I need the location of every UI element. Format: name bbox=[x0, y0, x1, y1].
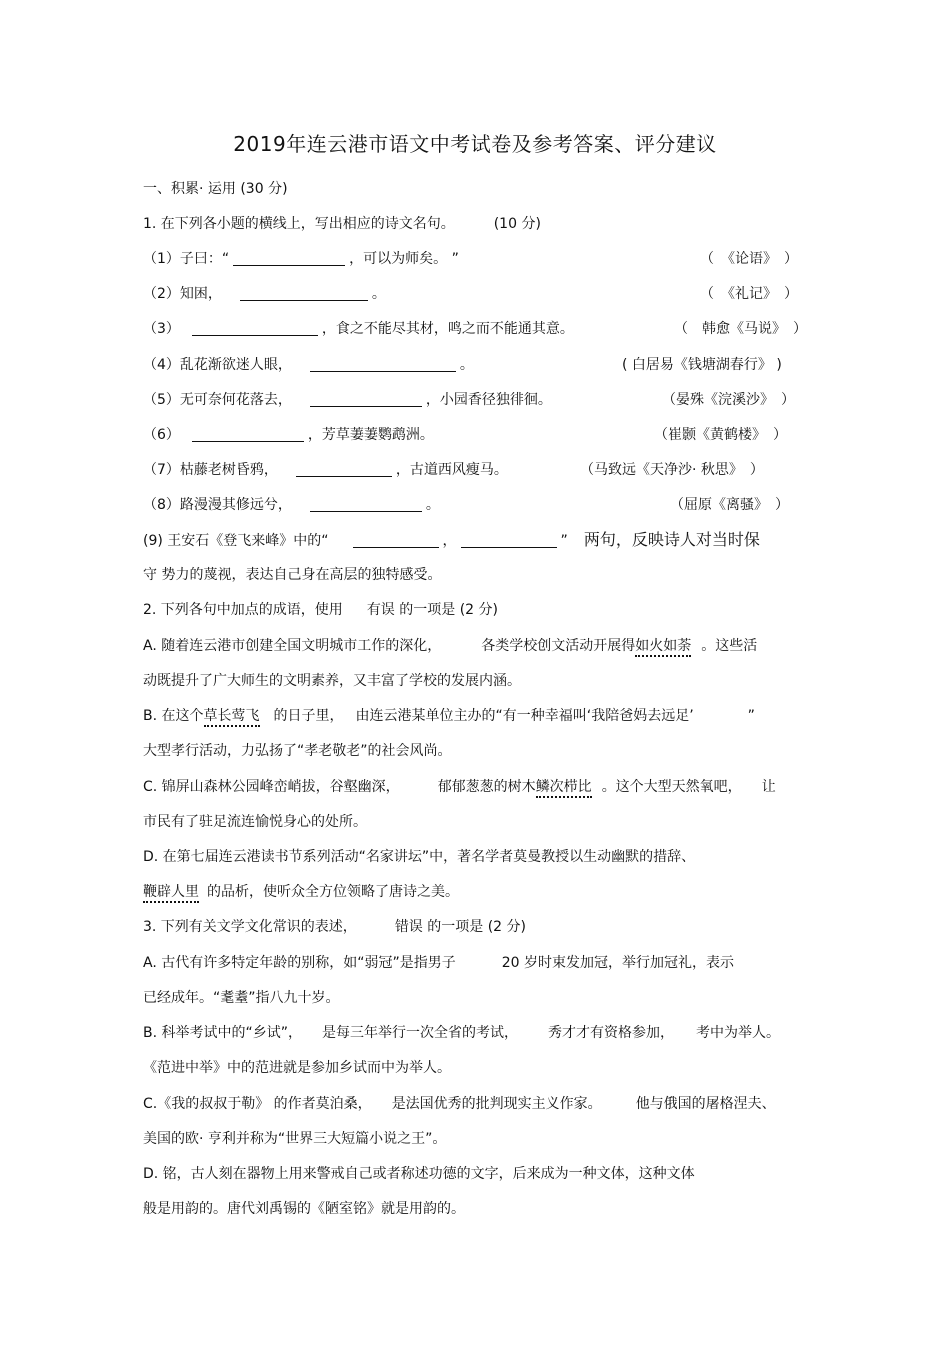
q3-c-part3: 他与俄国的屠格涅夫、 bbox=[635, 1096, 776, 1112]
q2-d-line2 bbox=[143, 882, 459, 902]
q1-item-7-pre: （7）枯藤老树昏鸦， bbox=[143, 462, 278, 478]
q1-item-2-post: 。 bbox=[371, 286, 386, 302]
q2-a-part1: A. 随着连云港市创建全国文明城市工作的深化， bbox=[143, 638, 442, 654]
q1-item-1 bbox=[143, 249, 459, 269]
q1-item-8-source: （屈原《离骚》 ） bbox=[670, 497, 789, 513]
answer-blank[interactable] bbox=[461, 532, 557, 548]
q2-c-part4: 让 bbox=[761, 779, 776, 795]
q2-a-part2: 各类学校创文活动开展得 bbox=[481, 638, 636, 654]
q3-stem-b: 错误 的一项是 (2 分) bbox=[394, 919, 526, 935]
answer-blank[interactable] bbox=[240, 285, 368, 301]
q1-item-5-post: ，小园香径独徘徊。 bbox=[425, 392, 552, 408]
q1-item-2-source: （ 《礼记》 ） bbox=[700, 286, 798, 302]
q3-d-line2: 般是用韵的。唐代刘禹锡的《陋室铭》就是用韵的。 bbox=[143, 1201, 465, 1217]
q2-a-line2: 动既提升了广大师生的文明素养，又丰富了学校的发展内涵。 bbox=[143, 673, 521, 689]
q3-b-part1: B. 科举考试中的“乡试”， bbox=[143, 1025, 303, 1041]
q2-d-idiom: 鞭辟人里 bbox=[143, 884, 199, 903]
answer-blank[interactable] bbox=[192, 426, 304, 442]
q3-c-part1: C.《我的叔叔于勒》 的作者莫泊桑， bbox=[143, 1096, 372, 1112]
q2-b-part2: 的日子里， bbox=[273, 708, 344, 724]
q1-item-9-post: ” bbox=[560, 533, 568, 549]
q1-item-1-pre: （1）子曰：“ bbox=[143, 251, 230, 267]
answer-blank[interactable] bbox=[310, 391, 422, 407]
answer-blank[interactable] bbox=[310, 356, 456, 372]
q1-item-6-source: （崔颢《黄鹤楼》 ） bbox=[654, 427, 787, 443]
q1-item-9-mid: ， bbox=[442, 533, 457, 549]
q2-stem bbox=[143, 600, 498, 620]
q3-stem-a: 3. 下列有关文学文化常识的表述， bbox=[143, 919, 357, 935]
q2-stem-b: 有误 的一项是 (2 分) bbox=[366, 602, 498, 618]
q2-c-part2: 郁郁葱葱的树木 bbox=[437, 779, 536, 795]
q3-b-part2: 是每三年举行一次全省的考试， bbox=[322, 1025, 519, 1041]
q2-b-part1: B. 在这个 bbox=[143, 708, 204, 724]
q1-item-3-source: （ 韩愈《马说》 ） bbox=[674, 321, 807, 337]
q1-item-5 bbox=[143, 390, 552, 410]
q1-item-9 bbox=[143, 530, 760, 551]
q2-option-a bbox=[143, 636, 757, 656]
q1-item-4 bbox=[143, 355, 474, 375]
q2-b-line2: 大型孝行活动，力弘扬了“孝老敬老”的社会风尚。 bbox=[143, 743, 452, 759]
q1-item-4-pre: （4）乱花渐欲迷人眼， bbox=[143, 357, 292, 373]
q2-a-part3: 。这些活 bbox=[701, 638, 758, 654]
q3-option-a bbox=[143, 953, 734, 973]
q3-c-part2: 是法国优秀的批判现实主义作家。 bbox=[391, 1096, 602, 1112]
section-heading: 一、积累· 运用 (30 分) bbox=[143, 181, 288, 197]
q1-item-6 bbox=[143, 425, 434, 445]
q1-item-8-pre: （8）路漫漫其修远兮， bbox=[143, 497, 292, 513]
q1-item-2 bbox=[143, 284, 386, 304]
q1-stem-text: 1. 在下列各小题的横线上，写出相应的诗文名句。 bbox=[143, 216, 455, 232]
q2-c-idiom: 鳞次栉比 bbox=[536, 779, 592, 798]
q1-item-7-post: ，古道西风瘦马。 bbox=[395, 462, 508, 478]
q2-c-part1: C. 锦屏山森林公园峰峦峭拔，谷壑幽深， bbox=[143, 779, 400, 795]
q3-a-line2: 已经成年。“耄耋”指八九十岁。 bbox=[143, 990, 340, 1006]
q3-b-line2: 《范进中举》中的范进就是参加乡试而中为举人。 bbox=[143, 1060, 451, 1076]
q2-option-b bbox=[143, 706, 755, 726]
q1-item-2-pre: （2）知困， bbox=[143, 286, 222, 302]
q2-b-idiom: 草长莺飞 bbox=[204, 708, 260, 727]
q2-option-d: D. 在第七届连云港读书节系列活动“名家讲坛”中，著名学者莫曼教授以生动幽默的措辞、 bbox=[143, 849, 696, 865]
q3-stem bbox=[143, 917, 526, 937]
answer-blank[interactable] bbox=[353, 532, 439, 548]
answer-blank[interactable] bbox=[233, 250, 345, 266]
q3-c-line2: 美国的欧· 亨利并称为“世界三大短篇小说之王”。 bbox=[143, 1131, 447, 1147]
q1-item-3-pre: （3） bbox=[143, 321, 180, 337]
answer-blank[interactable] bbox=[310, 496, 422, 512]
q1-item-5-pre: （5）无可奈何花落去， bbox=[143, 392, 292, 408]
q2-c-line2: 市民有了驻足流连愉悦身心的处所。 bbox=[143, 814, 367, 830]
q3-b-part3: 秀才才有资格参加， bbox=[548, 1025, 675, 1041]
q2-option-c bbox=[143, 777, 776, 797]
q1-item-1-source: （ 《论语》 ） bbox=[700, 251, 798, 267]
q1-item-7 bbox=[143, 460, 508, 480]
q1-item-4-post: 。 bbox=[459, 357, 474, 373]
q1-item-8-post: 。 bbox=[425, 497, 440, 513]
q1-item-7-source: （马致远《天净沙· 秋思》 ） bbox=[580, 462, 764, 478]
q3-option-b bbox=[143, 1023, 780, 1043]
q2-c-part3: 。这个大型天然氧吧， bbox=[601, 779, 742, 795]
q1-item-4-source: ( 白居易《钱塘湖春行》 ) bbox=[622, 357, 782, 373]
q2-d-part2: 的品析，使听众全方位领略了唐诗之美。 bbox=[207, 884, 459, 900]
q1-item-5-source: （晏殊《浣溪沙》 ） bbox=[662, 392, 795, 408]
answer-blank[interactable] bbox=[296, 461, 392, 477]
q2-a-idiom: 如火如荼 bbox=[635, 638, 691, 657]
q3-option-d: D. 铭，古人刻在器物上用来警戒自己或者称述功德的文字，后来成为一种文体，这种文体 bbox=[143, 1166, 695, 1182]
answer-blank[interactable] bbox=[192, 320, 318, 336]
q1-item-6-post: ，芳草萋萋鹦鹉洲。 bbox=[307, 427, 434, 443]
q1-item-9-tail: 两句，反映诗人对当时保 bbox=[583, 530, 760, 549]
q1-item-8 bbox=[143, 495, 440, 515]
q1-item-9-line2: 守 势力的蔑视，表达自己身在高层的独特感受。 bbox=[143, 567, 442, 583]
q2-b-part4: ” bbox=[747, 708, 755, 724]
q3-b-part4: 考中为举人。 bbox=[696, 1025, 781, 1041]
page-title: 2019年连云港市语文中考试卷及参考答案、评分建议 bbox=[233, 132, 717, 156]
q3-a-part1: A. 古代有许多特定年龄的别称，如“弱冠”是指男子 bbox=[143, 955, 456, 971]
q1-item-3-post: ，食之不能尽其材，鸣之而不能通其意。 bbox=[321, 321, 574, 337]
q1-item-9-pre: (9) 王安石《登飞来峰》中的“ bbox=[143, 533, 329, 549]
q3-a-part2: 20 岁时束发加冠，举行加冠礼，表示 bbox=[501, 955, 735, 971]
q2-stem-a: 2. 下列各句中加点的成语，使用 bbox=[143, 602, 343, 618]
q1-stem bbox=[143, 214, 541, 234]
q1-item-3 bbox=[143, 319, 574, 339]
q1-item-6-pre: （6） bbox=[143, 427, 180, 443]
q2-b-part3: 由连云港某单位主办的“有一种幸福叫‘我陪爸妈去远足’ bbox=[355, 708, 694, 724]
q3-option-c bbox=[143, 1094, 776, 1114]
q1-points: (10 分) bbox=[493, 216, 541, 232]
q1-item-1-post: ，可以为师矣。 ” bbox=[349, 251, 459, 267]
